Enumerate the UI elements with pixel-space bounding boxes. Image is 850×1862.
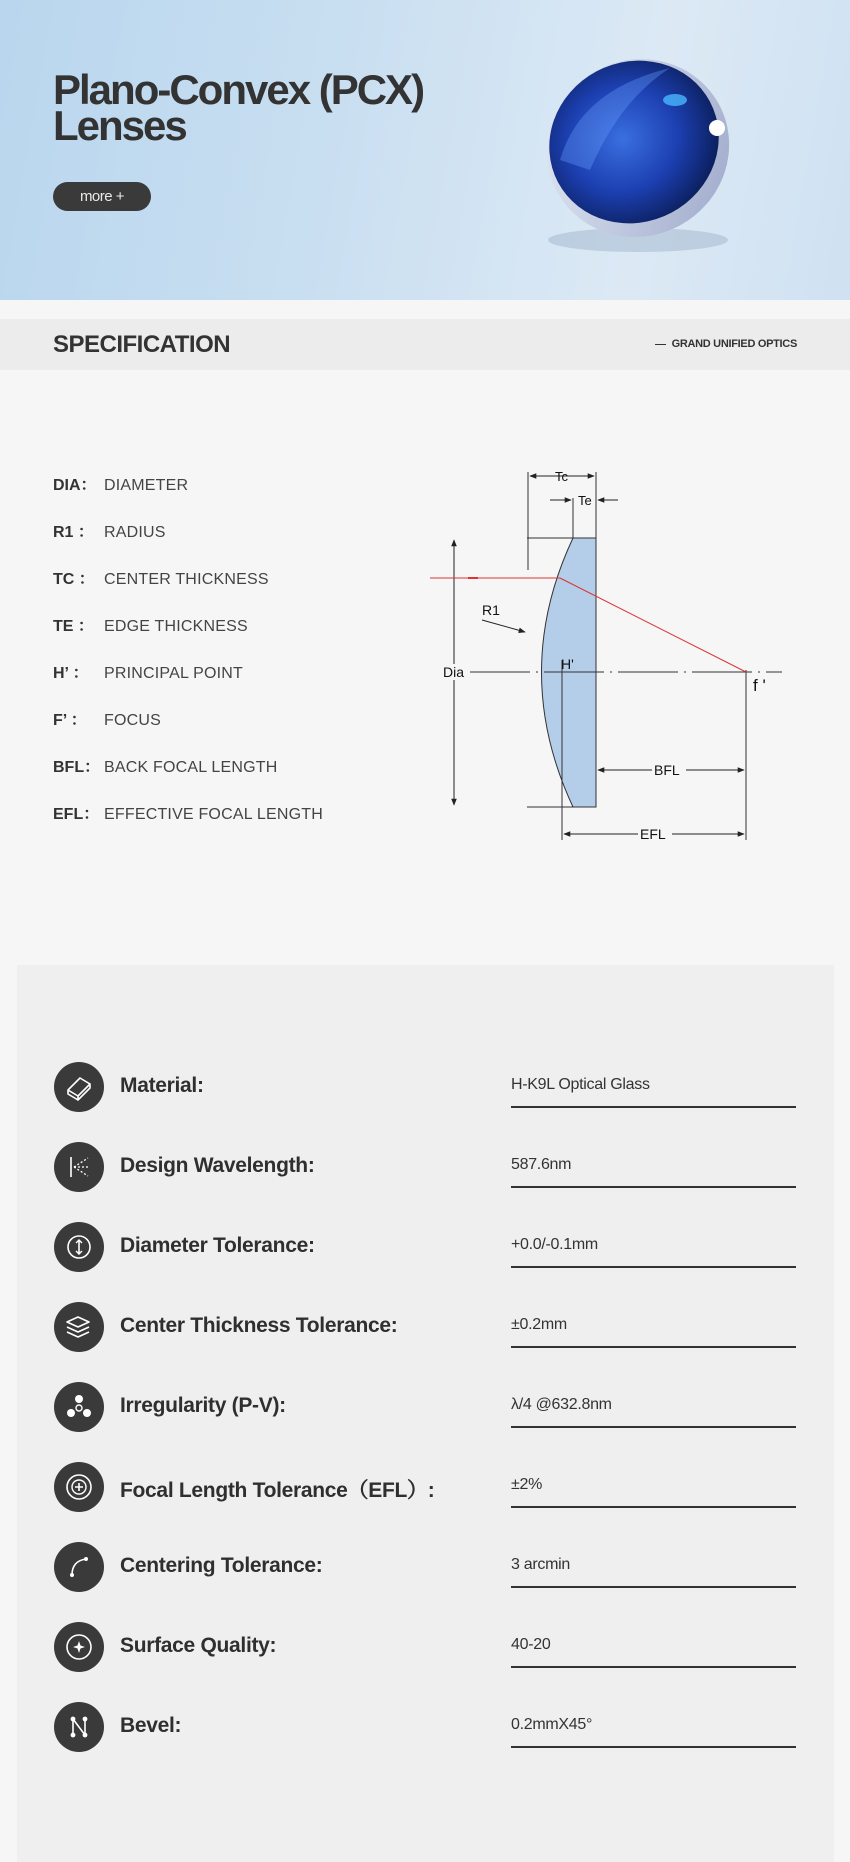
- legend-row-efl: [53, 801, 323, 848]
- specification-title: SPECIFICATION: [53, 331, 231, 358]
- property-label: Focal Length Tolerance（EFL）:: [120, 1479, 435, 1502]
- property-value: H-K9L Optical Glass: [511, 1076, 796, 1108]
- centering-icon: [54, 1542, 104, 1592]
- legend-row-te: [53, 613, 323, 660]
- legend-row-r1: [53, 519, 323, 566]
- principal-point-label: H': [561, 656, 574, 672]
- thickness-icon: [54, 1302, 104, 1352]
- te-label: Te: [578, 493, 592, 508]
- legend-row-tc: [53, 566, 323, 613]
- property-row-diameter: [54, 1210, 797, 1290]
- legend-abbr: F’ ：: [53, 712, 87, 729]
- legend-abbr: TC ：: [53, 571, 95, 588]
- property-value: +0.0/-0.1mm: [511, 1236, 796, 1268]
- property-value: 0.2mmX45°: [511, 1716, 796, 1748]
- property-row-bevel: [54, 1690, 797, 1770]
- property-value: ±2%: [511, 1476, 796, 1508]
- brand-text: GRAND UNIFIED OPTICS: [671, 338, 797, 350]
- property-value: 587.6nm: [511, 1156, 796, 1188]
- property-label: Irregularity (P-V):: [120, 1394, 286, 1417]
- property-row-irregularity: [54, 1370, 797, 1450]
- more-button[interactable]: more +: [53, 182, 151, 211]
- bfl-label: BFL: [654, 762, 680, 778]
- legend-row-bfl: [53, 754, 323, 801]
- tc-label: Tc: [555, 469, 568, 484]
- legend-row-h: [53, 660, 323, 707]
- properties-panel: [17, 965, 834, 1862]
- r1-label: R1: [482, 602, 500, 618]
- bevel-icon: [54, 1702, 104, 1752]
- property-label: Diameter Tolerance:: [120, 1234, 315, 1257]
- lens-image: [500, 40, 760, 260]
- irregularity-icon: [54, 1382, 104, 1432]
- property-value: 40-20: [511, 1636, 796, 1668]
- legend-desc: FOCUS: [104, 712, 161, 729]
- lens-diagram: [420, 460, 790, 850]
- focal-icon: [54, 1462, 104, 1512]
- legend-abbr: BFL：: [53, 759, 101, 776]
- specification-header: [0, 319, 850, 370]
- legend-abbr: EFL：: [53, 806, 100, 823]
- page-title: [53, 66, 424, 149]
- legend-desc: EFFECTIVE FOCAL LENGTH: [104, 806, 323, 823]
- property-label: Surface Quality:: [120, 1634, 277, 1657]
- material-icon: [54, 1062, 104, 1112]
- legend-desc: BACK FOCAL LENGTH: [104, 759, 278, 776]
- focus-label: f ': [753, 676, 766, 695]
- legend-row-dia: [53, 472, 323, 519]
- legend-abbr: TE ：: [53, 618, 94, 635]
- legend-desc: RADIUS: [104, 524, 166, 541]
- legend-desc: EDGE THICKNESS: [104, 618, 248, 635]
- legend-desc: PRINCIPAL POINT: [104, 665, 244, 682]
- hero-banner: [0, 0, 850, 300]
- legend-desc: CENTER THICKNESS: [104, 571, 269, 588]
- property-label: Bevel:: [120, 1714, 182, 1737]
- property-value: ±0.2mm: [511, 1316, 796, 1348]
- title-line-2: Lenses: [53, 102, 186, 149]
- dia-label: Dia: [443, 664, 465, 680]
- efl-label: EFL: [640, 826, 666, 842]
- property-label: Center Thickness Tolerance:: [120, 1314, 398, 1337]
- property-row-focal: [54, 1450, 797, 1530]
- property-row-wavelength: [54, 1130, 797, 1210]
- property-label: Centering Tolerance:: [120, 1554, 323, 1577]
- diameter-icon: [54, 1222, 104, 1272]
- wavelength-icon: [54, 1142, 104, 1192]
- property-label: Design Wavelength:: [120, 1154, 315, 1177]
- title-line-1: Plano-Convex (PCX): [53, 66, 424, 113]
- legend-abbr: H’ ：: [53, 665, 89, 682]
- property-row-surface: [54, 1610, 797, 1690]
- diagram-legend: [53, 472, 323, 848]
- brand-label: [655, 338, 797, 350]
- legend-abbr: R1 ：: [53, 524, 94, 541]
- property-value: λ/4 @632.8nm: [511, 1396, 796, 1428]
- property-label: Material:: [120, 1074, 204, 1097]
- property-row-thickness: [54, 1290, 797, 1370]
- surface-icon: [54, 1622, 104, 1672]
- legend-row-f: [53, 707, 323, 754]
- dash-decoration: [655, 344, 666, 345]
- property-row-centering: [54, 1530, 797, 1610]
- legend-desc: DIAMETER: [104, 477, 189, 494]
- property-value: 3 arcmin: [511, 1556, 796, 1588]
- property-row-material: [54, 1050, 797, 1130]
- legend-abbr: DIA：: [53, 477, 97, 494]
